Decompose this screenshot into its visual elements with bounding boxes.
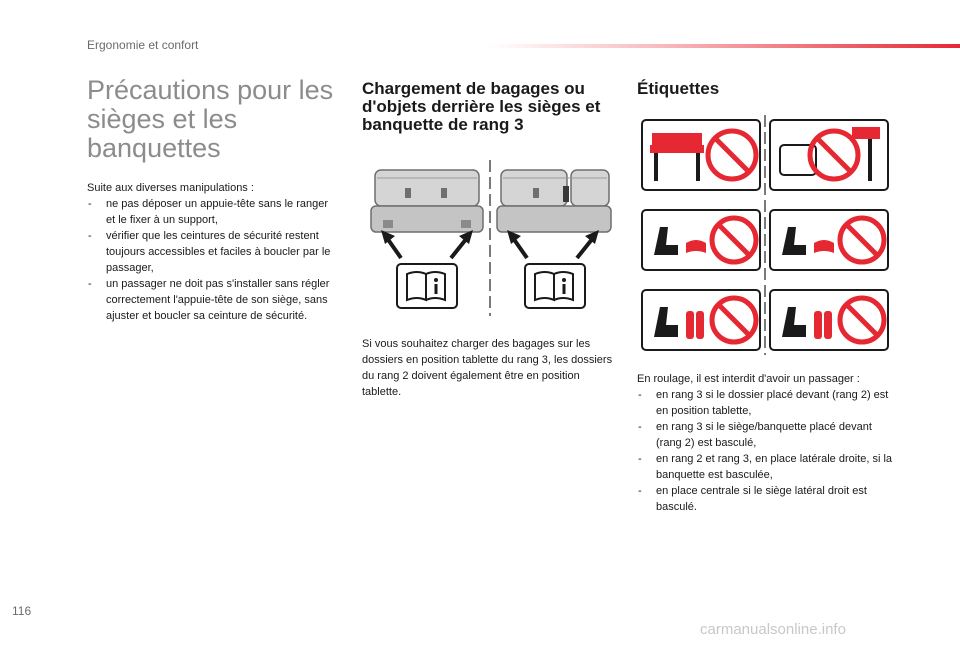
arrow-icon <box>381 230 401 258</box>
seat-row-left <box>371 170 483 232</box>
label-sticker <box>642 210 760 270</box>
list-item: - un passager ne doit pas s'installer sans régler correctement l'appuie-tête de son siège, sans ajuster et boucler sa ceinture de sécurité. <box>87 276 337 324</box>
right-column <box>637 371 899 515</box>
luggage-illustration <box>365 158 617 318</box>
label-sticker <box>642 120 760 190</box>
left-list <box>87 196 337 324</box>
header-section-label: Ergonomie et confort <box>87 38 199 52</box>
list-item: - vérifier que les ceintures de sécurité restent toujours accessibles et faciles à boucler par le passager, <box>87 228 337 276</box>
book-info-icon <box>525 264 585 308</box>
page-title: Précautions pour les sièges et les banquettes <box>87 75 334 163</box>
label-sticker <box>770 210 888 270</box>
labels-illustration <box>640 115 890 355</box>
label-sticker <box>770 290 888 350</box>
right-intro: En roulage, il est interdit d'avoir un passager : <box>637 373 860 385</box>
label-sticker <box>770 120 888 190</box>
left-intro: Suite aux diverses manipulations : <box>87 182 254 194</box>
list-item: - en rang 3 si le dossier placé devant (rang 2) est en position tablette, <box>637 387 899 419</box>
seat-row-right <box>497 170 611 232</box>
list-item: - en rang 2 et rang 3, en place latérale droite, si la banquette est basculée, <box>637 451 899 483</box>
right-list <box>637 387 899 515</box>
watermark: carmanualsonline.info <box>700 621 846 638</box>
middle-column <box>362 336 614 400</box>
arrow-icon <box>577 230 599 258</box>
arrow-icon <box>507 230 527 258</box>
book-info-icon <box>397 264 457 308</box>
list-item: - ne pas déposer un appuie-tête sans le ranger et le fixer à un support, <box>87 196 337 228</box>
arrow-icon <box>451 230 473 258</box>
left-column <box>87 180 337 324</box>
list-item: - en place centrale si le siège latéral droit est basculé. <box>637 483 899 515</box>
list-item: - en rang 3 si le siège/banquette placé devant (rang 2) est basculé, <box>637 419 899 451</box>
section-title-luggage: Chargement de bagages ou d'objets derrière les sièges et banquette de rang 3 <box>362 79 601 134</box>
label-sticker <box>642 290 760 350</box>
header-accent-rule <box>488 44 960 48</box>
luggage-text: Si vous souhaitez charger des bagages sur les dossiers en position tablette du rang 3, les dossiers du rang 2 doivent également être en position tablette. <box>362 338 613 398</box>
section-title-labels: Étiquettes <box>637 79 720 98</box>
page-number: 116 <box>12 604 32 618</box>
